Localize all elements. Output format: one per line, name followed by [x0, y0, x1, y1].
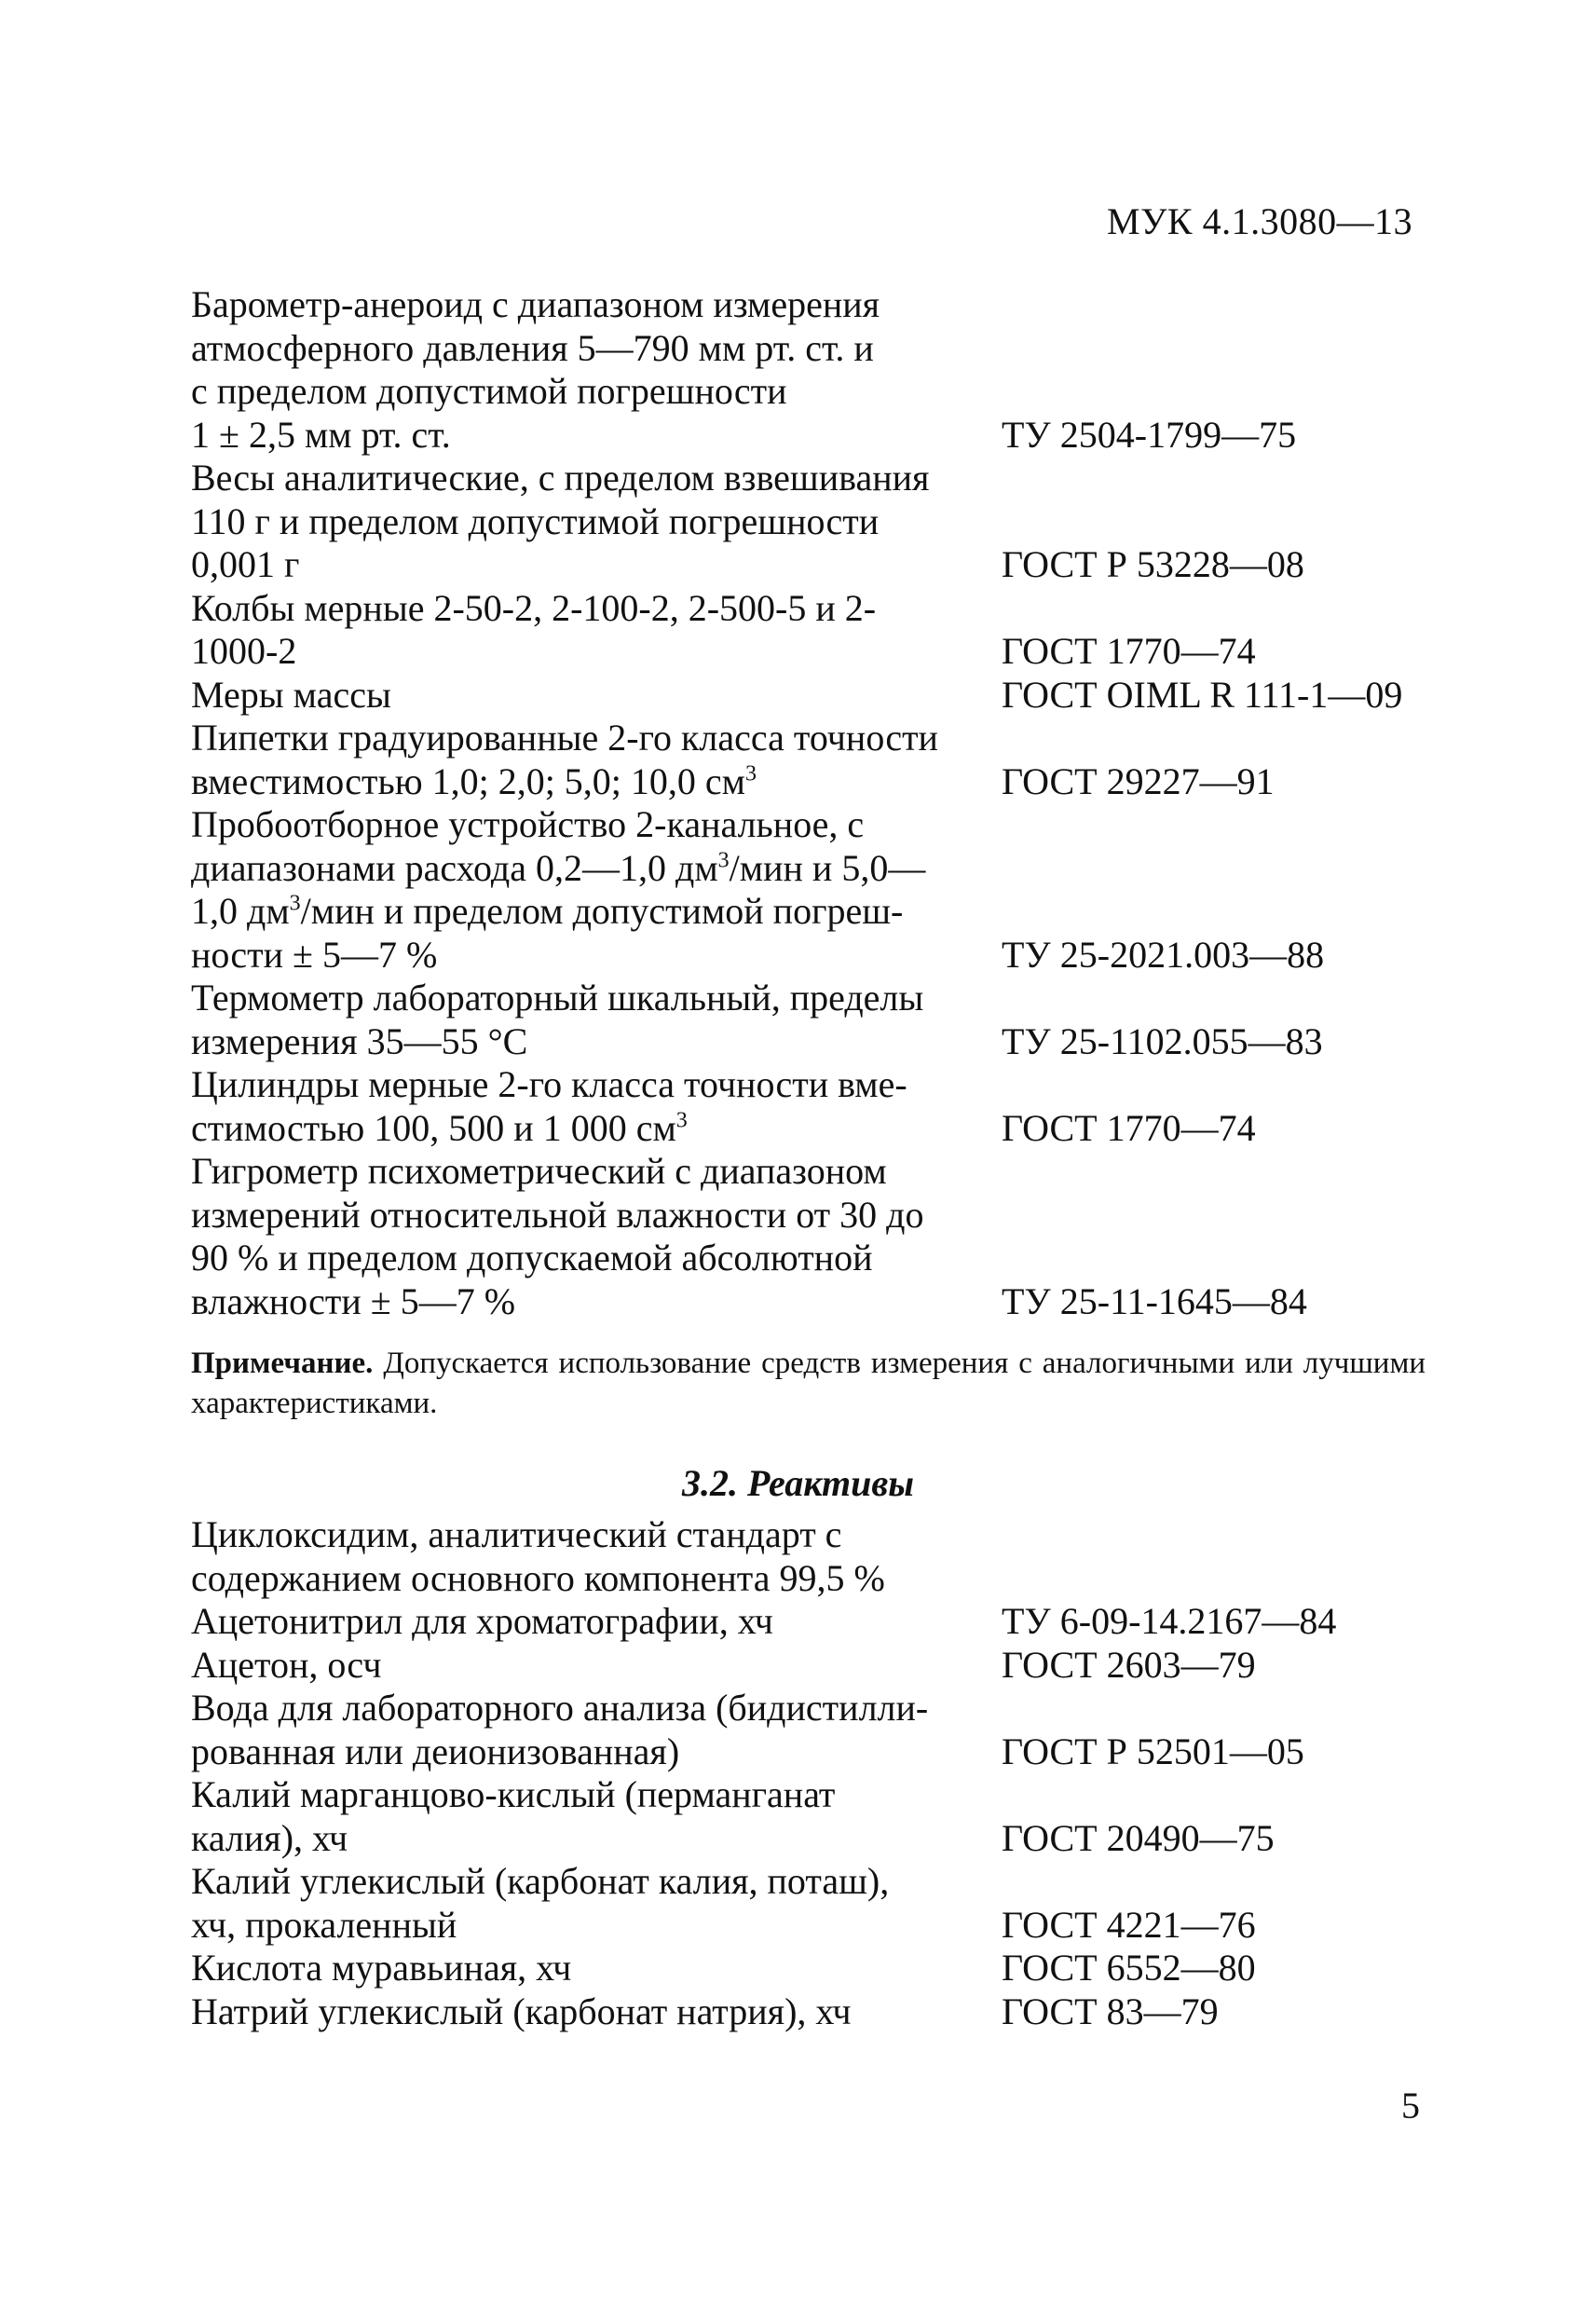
equipment-item-standard-ref: ГОСТ OIML R 111-1—09: [1002, 673, 1403, 716]
description-line: рованная или деионизованная): [191, 1730, 680, 1772]
description-line: 90 % и пределом допускаемой абсолютной: [191, 1237, 873, 1279]
description-line: Меры массы: [191, 673, 391, 716]
description-line: Циклоксидим, аналитический стандарт с: [191, 1513, 842, 1555]
section-title: 3.2. Реактивы: [682, 1462, 914, 1504]
description-line: ности ± 5—7 %: [191, 933, 438, 976]
description-line: Кислота муравьиная, хч: [191, 1947, 572, 1989]
page-number: 5: [1401, 2085, 1420, 2126]
equipment-item-description: [191, 1150, 992, 1323]
superscript: 3: [289, 891, 301, 916]
reagent-item-description: [191, 1600, 992, 1644]
reagent-item-standard-ref: ТУ 6-09-14.2167—84: [1002, 1600, 1337, 1642]
reagent-item-standard-ref: ГОСТ 2603—79: [1002, 1643, 1256, 1686]
equipment-item-description: [191, 283, 992, 457]
equipment-item-description: [191, 717, 992, 803]
note: [191, 1344, 1425, 1424]
description-line: хч, прокаленный: [191, 1903, 457, 1946]
equipment-item-description: [191, 587, 992, 674]
reagent-item-standard-ref: ГОСТ 4221—76: [1002, 1903, 1256, 1946]
superscript: 3: [717, 848, 730, 873]
description-line: стимостью 100, 500 и 1 000 $см^3$: [191, 1106, 688, 1149]
equipment-item-standard-ref: ГОСТ 1770—74: [1002, 1106, 1256, 1149]
reagent-item-description: [191, 1860, 992, 1947]
description-line: измерений относительной влажности от 30 до: [191, 1193, 924, 1236]
reagent-item-description: [191, 1644, 992, 1688]
description-line: Калий углекислый (карбонат калия, поташ),: [191, 1860, 890, 1902]
equipment-item-standard-ref: ГОСТ Р 53228—08: [1002, 543, 1304, 585]
description-line: Термометр лабораторный шкальный, пределы: [191, 977, 924, 1019]
description-line: 1000-2: [191, 630, 297, 672]
reagent-item-description: [191, 1773, 992, 1860]
equipment-item-description: [191, 1063, 992, 1150]
description-line: калия), хч: [191, 1816, 348, 1859]
description-line: 0,001 г: [191, 543, 300, 585]
description-line: влажности ± 5—7 %: [191, 1279, 516, 1322]
equipment-item-standard-ref: ТУ 2504-1799—75: [1002, 413, 1297, 456]
description-line: Колбы мерные 2-50-2, 2-100-2, 2-500-5 и 2-: [191, 586, 877, 629]
description-line: содержанием основного компонента 99,5 %: [191, 1556, 885, 1599]
description-line: с пределом допустимой погрешности: [191, 370, 787, 412]
description-line: Пробоотборное устройство 2-канальное, с: [191, 803, 865, 845]
equipment-item-standard-ref: ТУ 25-2021.003—88: [1002, 933, 1325, 976]
description-line: Весы аналитические, с пределом взвешивания: [191, 457, 930, 499]
note-label: Примечание.: [191, 1347, 374, 1380]
description-line: Ацетон, осч: [191, 1643, 382, 1686]
reagent-item-standard-ref: ГОСТ 6552—80: [1002, 1947, 1256, 1989]
description-line: вместимостью 1,0; 2,0; 5,0; 10,0 $см^3$: [191, 759, 757, 802]
description-line: Калий марганцово-кислый (перманганат: [191, 1773, 836, 1815]
superscript: 3: [744, 761, 757, 786]
description-line: 110 г и пределом допустимой погрешности: [191, 499, 880, 542]
equipment-item-description: [191, 457, 992, 587]
equipment-item-description: [191, 674, 992, 718]
equipment-item-standard-ref: ГОСТ 1770—74: [1002, 630, 1256, 672]
description-line: измерения 35—55 °С: [191, 1019, 528, 1062]
description-line: 1 ± 2,5 мм рт. ст.: [191, 413, 451, 456]
equipment-item-standard-ref: ТУ 25-11-1645—84: [1002, 1279, 1307, 1322]
document-code: МУК 4.1.3080—13: [1107, 200, 1413, 242]
reagent-item-description: [191, 1513, 992, 1600]
description-line: 1,0 $дм^3$/мин и пределом допустимой погреш-: [191, 890, 904, 932]
description-line: Натрий углекислый (карбонат натрия), хч: [191, 1990, 852, 2032]
reagent-item-standard-ref: ГОСТ 20490—75: [1002, 1816, 1275, 1859]
equipment-item-description: [191, 977, 992, 1063]
note-text: Допускается использование средств измерения с аналогичными или лучшими характеристиками.: [191, 1347, 1425, 1420]
reagent-item-description: [191, 1687, 992, 1773]
description-line: Барометр-анероид с диапазоном измерения: [191, 283, 880, 325]
equipment-item-description: [191, 803, 992, 977]
superscript: 3: [675, 1108, 688, 1133]
description-line: Гигрометр психометрический с диапазоном: [191, 1150, 887, 1192]
description-line: атмосферного давления 5—790 мм рт. ст. и: [191, 326, 874, 369]
description-line: Ацетонитрил для хроматографии, хч: [191, 1600, 773, 1642]
description-line: Цилиндры мерные 2-го класса точности вме-: [191, 1063, 907, 1105]
reagent-item-description: [191, 1947, 992, 1990]
description-line: диапазонами расхода 0,2—1,0 $дм^3$/мин и 5,0—: [191, 846, 926, 889]
equipment-item-standard-ref: ГОСТ 29227—91: [1002, 759, 1275, 802]
description-line: Вода для лабораторного анализа (бидистилли-: [191, 1687, 929, 1729]
reagent-item-standard-ref: ГОСТ 83—79: [1002, 1990, 1219, 2032]
equipment-item-standard-ref: ТУ 25-1102.055—83: [1002, 1019, 1323, 1062]
reagent-item-standard-ref: ГОСТ Р 52501—05: [1002, 1730, 1304, 1772]
description-line: Пипетки градуированные 2-го класса точности: [191, 717, 938, 759]
reagent-item-description: [191, 1990, 992, 2034]
